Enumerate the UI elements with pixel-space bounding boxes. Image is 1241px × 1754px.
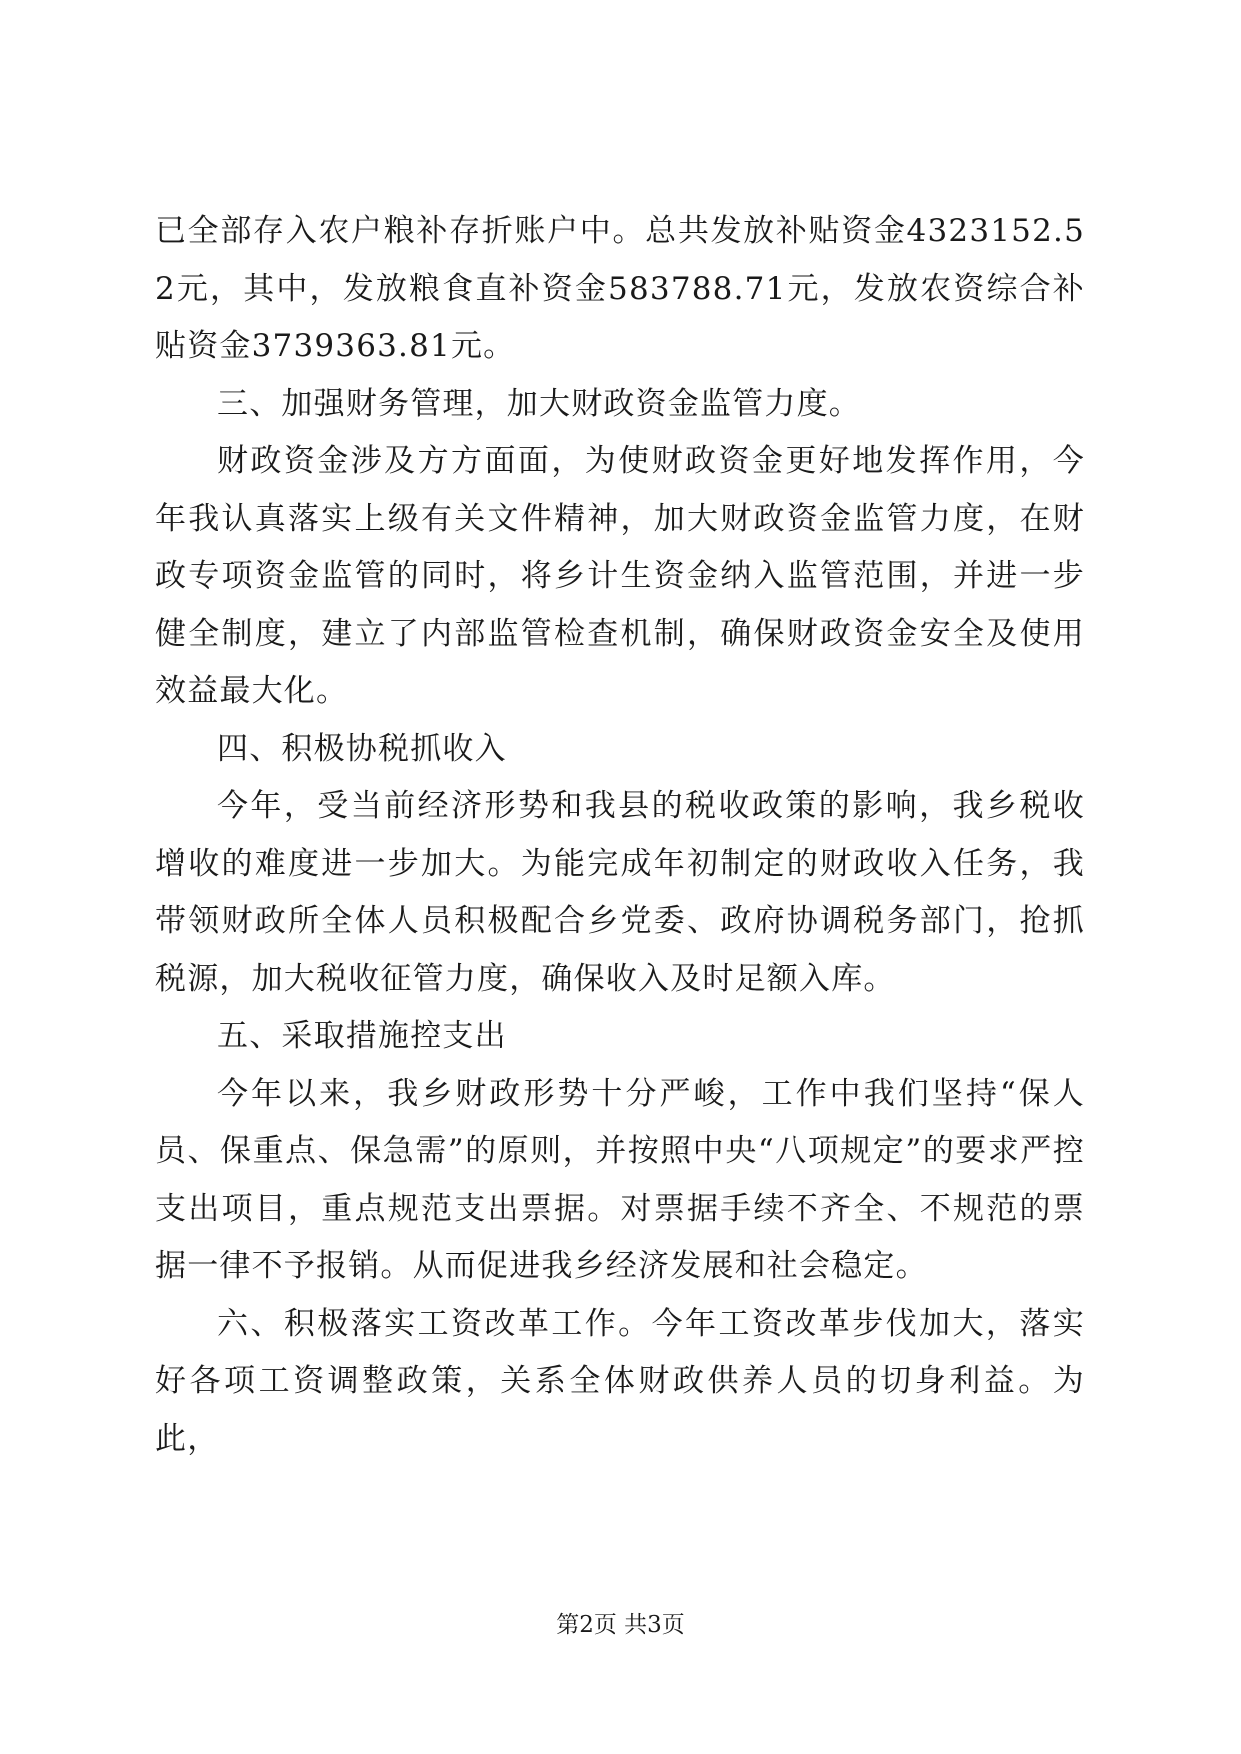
document-body	[155, 203, 1085, 1468]
paragraph-continuation: 已全部存入农户粮补存折账户中。总共发放补贴资金4323152.52元，其中，发放粮食直补资金583788.71元，发放农资综合补贴资金3739363.81元。	[155, 213, 1085, 364]
paragraph-salary-reform: 六、积极落实工资改革工作。今年工资改革步伐加大，落实好各项工资调整政策，关系全体财政供养人员的切身利益。为此，	[155, 1305, 1085, 1457]
section-heading-4: 四、积极协税抓收入	[217, 730, 507, 767]
paragraph-expenditure-control: 今年以来，我乡财政形势十分严峻，工作中我们坚持“保人员、保重点、保急需”的原则，并按照中央“八项规定”的要求严控支出项目，重点规范支出票据。对票据手续不齐全、不规范的票据一律不予报销。从而促进我乡经济发展和社会稳定。	[155, 1075, 1085, 1284]
section-heading-5: 五、采取措施控支出	[217, 1018, 507, 1054]
page-number-footer: 第2页 共3页	[556, 1612, 685, 1638]
paragraph-tax-revenue: 今年，受当前经济形势和我县的税收政策的影响，我乡税收增收的难度进一步加大。为能完成年初制定的财政收入任务，我带领财政所全体人员积极配合乡党委、政府协调税务部门，抢抓税源，加大税收征管力度，确保收入及时足额入库。	[155, 788, 1085, 997]
section-heading-3: 三、加强财务管理，加大财政资金监管力度。	[217, 385, 861, 422]
paragraph-fund-supervision: 财政资金涉及方方面面，为使财政资金更好地发挥作用，今年我认真落实上级有关文件精神，加大财政资金监管力度，在财政专项资金监管的同时，将乡计生资金纳入监管范围，并进一步健全制度，建立了内部监管检查机制，确保财政资金安全及使用效益最大化。	[155, 443, 1085, 709]
